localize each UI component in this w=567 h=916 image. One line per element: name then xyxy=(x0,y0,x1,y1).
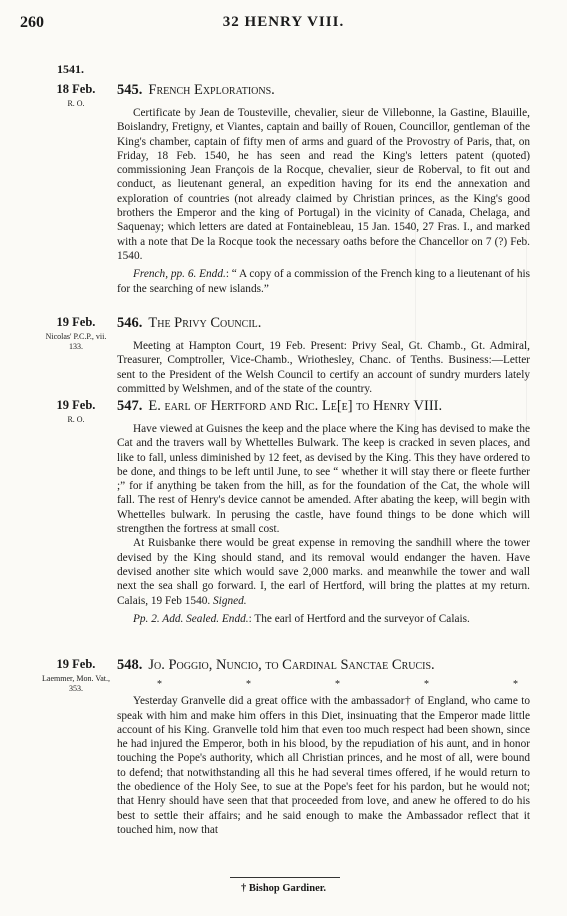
page-header xyxy=(20,14,547,34)
entry-source: Nicolas' P.C.P., vii. 133. xyxy=(45,332,107,351)
star-mark: * xyxy=(335,679,340,690)
entry-heading: French Explorations. xyxy=(148,82,275,98)
entry-body xyxy=(117,422,530,626)
entry-paragraph xyxy=(117,536,530,607)
entry-body xyxy=(117,339,530,396)
entry-body xyxy=(117,677,530,837)
entry-paragraph: Have viewed at Guisnes the keep and the place where the King has devised to make the Cat and the travers wall by Whettelles Bulwark. The keep is cracked in seven places, and like to fall, unless diminished by 12 feet, as devised by the King. This they have ordered to be done, and things to be left until June, to see “ whether it will stay there or fleete further ;” for if anything be taken from the hill, as for the foundation of the Cat, the whole will fall. The rest of Henry's device cannot be amended. After abating the keep, will begin with Whettelles bulwark. In perusing the castle, have found things to be done which will strengthen the fortress at small cost. xyxy=(117,423,530,536)
entry-date: 19 Feb. xyxy=(56,398,96,412)
star-mark: * xyxy=(424,679,429,690)
entry-margin xyxy=(40,315,112,352)
entry-note xyxy=(117,612,530,626)
running-head: 32 HENRY VIII. xyxy=(222,14,345,30)
entry-title xyxy=(117,657,435,674)
entry-paragraph: Yesterday Granvelle did a great office with the ambassador† of England, who came to speak with him and make him offers in this Diet, insinuating that the Emperor made little account of his King. Granvelle told him that even too much respect had been shown, since he had injured the Emperor, both in his blood, by the repudiation of his aunt, and in honor touching the Pope's authority, which all Christian princes, and he most of all, were bound to defend; that notwithstanding all this he had several times offered, if he would return to the obedience of the Holy See, to sue at the Pope's feet for his pardon, but he would not; that Henry should have seen that that proceeded from love, and anew he offered to do his best to settle their affairs; and he said enough to make the Ambassador reflect that it touched him, now that xyxy=(117,695,530,836)
signed-label: Signed. xyxy=(213,594,247,607)
entry-paragraph: Meeting at Hampton Court, 19 Feb. Present: Privy Seal, Gt. Chamb., Gt. Admiral, Treasurer, Comptroller, Vice-Chamb., Wriothesley, Chanc. of Tenths. Business:—Letter sent to the President of the Welsh Council to certify an account of sundry murders lately committed by Welshmen, and of the state of the country. xyxy=(117,340,530,395)
entry-heading: E. earl of Hertford and Ric. Le[e] to Henry VIII. xyxy=(148,398,443,414)
entry-number: 546. xyxy=(117,315,143,331)
entry-heading: Jo. Poggio, Nuncio, to Cardinal Sanctae Crucis. xyxy=(148,657,435,673)
star-mark: * xyxy=(513,679,518,690)
entry-source: R. O. xyxy=(67,99,85,108)
entry-title xyxy=(117,82,275,99)
entry-note xyxy=(117,267,530,296)
entry-date: 19 Feb. xyxy=(56,315,96,329)
entry-body xyxy=(117,106,530,296)
entry-margin xyxy=(40,82,112,109)
note-description: French, pp. 6. Endd. xyxy=(133,268,226,281)
entry-number: 548. xyxy=(117,657,143,673)
entry-date: 19 Feb. xyxy=(56,657,96,671)
star-mark: * xyxy=(246,679,251,690)
entry-number: 547. xyxy=(117,398,143,414)
note-text: : “ A copy of a commission of the French king to a lieutenant of his for the searching of new islands.” xyxy=(117,268,530,295)
entry-date: 18 Feb. xyxy=(56,82,96,96)
entry-margin xyxy=(40,398,112,425)
entry-source: Laemmer, Mon. Vat., 353. xyxy=(42,674,110,693)
entry-title xyxy=(117,398,442,415)
note-text: : The earl of Hertford and the surveyor of Calais. xyxy=(248,612,470,625)
page-number: 260 xyxy=(20,14,44,31)
entry-paragraph: Certificate by Jean de Tousteville, chevalier, sieur de Villebonne, la Gastine, Blauille, Boislandry, Fretigny, et Viantes, captain and bailly of Rouen, Councillor, gentleman of the King's chamber, captain of fifty men of arms and guard of the Provostry of Paris, that, on Friday, 18 Feb. 1540, he has seen and read the King's letters patent (quoted) commissioning Jean François de la Rocque, chevalier, sieur de Roberval, to fit out and conduct, as lieutenant general, an expedition having for its end the annexation and exploration of countries (not already claimed by Christian princes, as the King's good brothers the Emperor and the king of Portugal) in the vicinity of Canada, Chelaga, and Saquenay; which letters are dated at Fontainebleau, 15 Jan. 1540, 27 Fras. I., and marked with a note that De la Rocque took the necessary oaths before the Chancellor on 7 (?) Feb. 1540. xyxy=(117,107,530,262)
ellipsis-stars xyxy=(117,678,530,692)
entry-source: R. O. xyxy=(67,415,85,424)
star-mark: * xyxy=(157,679,162,690)
entry-margin xyxy=(40,657,112,694)
entry-number: 545. xyxy=(117,82,143,98)
footnote-rule xyxy=(230,877,340,878)
paragraph-text: At Ruisbanke there would be great expense in removing the sandhill where the tower devised by the King should stand, and its removal would endanger the haven. Have devised another site which would save 2,000 marks. and meanwhile the tower and wall next the sea shall go forward. I, the earl of Hertford, will bring the plattes at my return. Calais, 19 Feb 1540. xyxy=(117,537,530,607)
note-description: Pp. 2. Add. Sealed. Endd. xyxy=(133,612,249,625)
footnote: † Bishop Gardiner. xyxy=(240,883,327,894)
entry-title xyxy=(117,315,261,332)
entry-heading: The Privy Council. xyxy=(148,315,262,331)
year-label: 1541. xyxy=(57,62,84,76)
